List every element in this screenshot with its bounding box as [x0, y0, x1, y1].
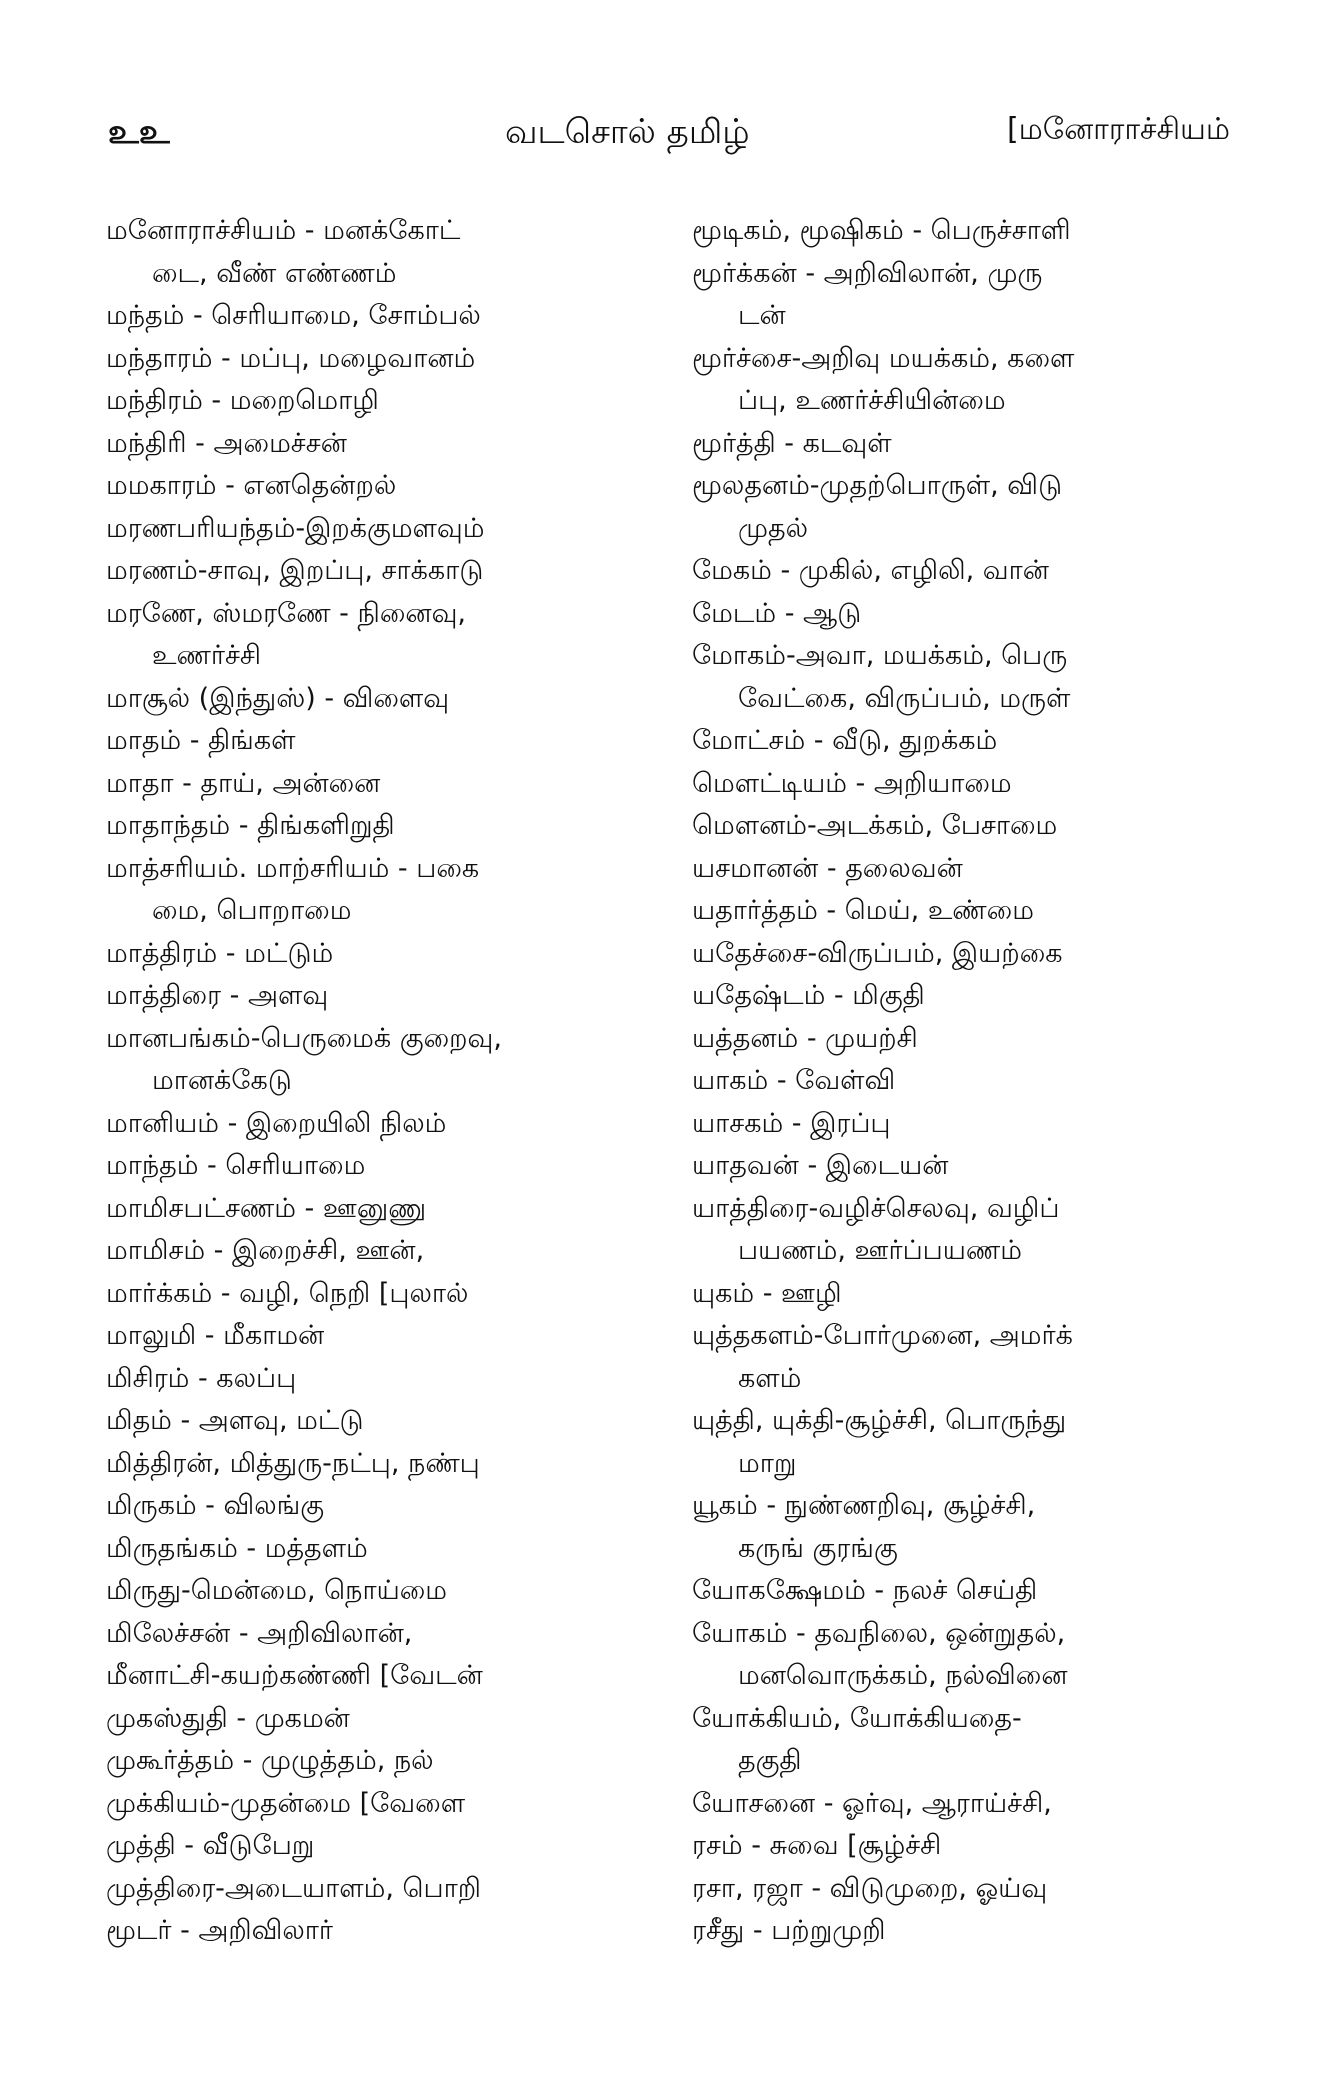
dictionary-entry-line: மாந்தம் - செரியாமை: [106, 1150, 366, 1181]
dictionary-entry-line: மரணே, ஸ்மரணே - நினைவு,: [106, 597, 466, 629]
dictionary-entry-line: ரசா, ரஜா - விடுமுறை, ஓய்வு: [692, 1872, 1048, 1904]
dictionary-entry-line: மாதம் - திங்கள்: [106, 725, 296, 756]
dictionary-entry-line: மீனாட்சி-கயற்கண்ணி [வேடன்: [106, 1660, 483, 1691]
dictionary-entry-line: மேகம் - முகில், எழிலி, வான்: [692, 555, 1049, 586]
dictionary-entry-line: மானபங்கம்-பெருமைக் குறைவு,: [106, 1022, 502, 1054]
dictionary-entry-line: மாமிசம் - இறைச்சி, ஊன்,: [106, 1235, 425, 1266]
dictionary-entry-line: யாசகம் - இரப்பு: [692, 1107, 891, 1139]
dictionary-entry-line: மார்க்கம் - வழி, நெறி [புலால்: [106, 1277, 469, 1309]
dictionary-entry-line: மோகம்-அவா, மயக்கம், பெரு: [692, 640, 1068, 671]
dictionary-entry-line: யுத்தகளம்-போர்முனை, அமர்க்: [692, 1320, 1073, 1351]
right-column: [692, 210, 1252, 1953]
dictionary-entry-line: மோட்சம் - வீடு, துறக்கம்: [692, 725, 998, 756]
dictionary-entry-line: உணர்ச்சி: [152, 640, 262, 671]
dictionary-entry-line: யுகம் - ஊழி: [692, 1277, 842, 1309]
dictionary-entry-line: மாத்திரை - அளவு: [106, 980, 329, 1011]
dictionary-entry-line: முக்கியம்-முதன்மை [வேளை: [106, 1787, 466, 1819]
dictionary-entry-line: மனோராச்சியம் - மனக்கோட்: [106, 215, 461, 246]
dictionary-entry-line: மூலதனம்-முதற்பொருள், விடு: [692, 470, 1063, 501]
dictionary-entry-line: மரணபரியந்தம்-இறக்குமளவும்: [106, 512, 485, 544]
page-header: [0, 112, 1335, 162]
dictionary-entry-line: யோகக்ஷேமம் - நலச் செய்தி: [692, 1575, 1038, 1606]
dictionary-entry-line: மிருகம் - விலங்கு: [106, 1490, 325, 1521]
dictionary-entry-line: மிதம் - அளவு, மட்டு: [106, 1405, 364, 1436]
dictionary-entry-line: ரசீது - பற்றுமுறி: [692, 1915, 886, 1946]
dictionary-entry-line: மாத்திரம் - மட்டும்: [106, 937, 334, 969]
dictionary-entry-line: யாகம் - வேள்வி: [692, 1065, 896, 1096]
dictionary-entry-line: யோகம் - தவநிலை, ஒன்றுதல்,: [692, 1617, 1066, 1649]
dictionary-entry-line: முகஸ்துதி - முகமன்: [106, 1702, 350, 1734]
dictionary-entry-line: யசமானன் - தலைவன்: [692, 852, 963, 884]
dictionary-entry-line: முத்தி - வீடுபேறு: [106, 1830, 315, 1861]
dictionary-entry-line: மிலேச்சன் - அறிவிலான்,: [106, 1617, 413, 1649]
dictionary-entry-line: மிருதங்கம் - மத்தளம்: [106, 1532, 368, 1564]
dictionary-entry-line: மரணம்-சாவு, இறப்பு, சாக்காடு: [106, 555, 484, 586]
dictionary-entry-line: மாசூல் (இந்துஸ்) - விளைவு: [106, 682, 450, 714]
dictionary-entry-line: பயணம், ஊர்ப்பயணம்: [738, 1235, 1023, 1266]
dictionary-entry-line: மனவொருக்கம், நல்வினை: [738, 1660, 1068, 1691]
dictionary-entry-line: முகூர்த்தம் - முழுத்தம், நல்: [106, 1745, 434, 1776]
dictionary-entry-line: மை, பொறாமை: [152, 895, 352, 926]
dictionary-entry-line: மாமிசபட்சணம் - ஊனுணு: [106, 1192, 427, 1224]
dictionary-entry-line: மிருது-மென்மை, நொய்மை: [106, 1575, 447, 1606]
left-column: [106, 210, 666, 1953]
dictionary-entry-line: மமகாரம் - எனதென்றல்: [106, 470, 397, 501]
dictionary-entry-line: மானக்கேடு: [152, 1065, 292, 1096]
dictionary-entry-line: மந்தம் - செரியாமை, சோம்பல்: [106, 300, 481, 331]
dictionary-entry-line: முதல்: [738, 512, 808, 544]
dictionary-entry-line: மேடம் - ஆடு: [692, 597, 862, 629]
dictionary-entry-line: மூர்க்கன் - அறிவிலான், முரு: [692, 257, 1043, 289]
dictionary-entry-line: யதார்த்தம் - மெய், உண்மை: [692, 895, 1034, 926]
dictionary-entry-line: தகுதி: [738, 1745, 802, 1776]
dictionary-entry-line: ரசம் - சுவை [சூழ்ச்சி: [692, 1830, 942, 1861]
dictionary-entry-line: ப்பு, உணர்ச்சியின்மை: [738, 385, 1006, 416]
dictionary-entry-line: மாறு: [738, 1447, 797, 1479]
dictionary-entry-line: யதேச்சை-விருப்பம், இயற்கை: [692, 937, 1063, 969]
dictionary-entry-line: யத்தனம் - முயற்சி: [692, 1022, 918, 1054]
dictionary-entry-line: வேட்கை, விருப்பம், மருள்: [738, 682, 1071, 714]
dictionary-entry-line: மிசிரம் - கலப்பு: [106, 1362, 297, 1394]
dictionary-entry-line: மந்திரம் - மறைமொழி: [106, 385, 379, 416]
dictionary-entry-line: மௌனம்-அடக்கம், பேசாமை: [692, 810, 1058, 841]
dictionary-entry-line: மாலுமி - மீகாமன்: [106, 1320, 325, 1351]
dictionary-entry-line: மாதா - தாய், அன்னை: [106, 767, 381, 799]
dictionary-entry-line: முத்திரை-அடையாளம், பொறி: [106, 1872, 481, 1904]
dictionary-entry-line: மித்திரன், மித்துரு-நட்பு, நண்பு: [106, 1447, 480, 1479]
dictionary-entry-line: கருங் குரங்கு: [738, 1532, 898, 1564]
dictionary-entry-line: யோசனை - ஓர்வு, ஆராய்ச்சி,: [692, 1787, 1052, 1819]
dictionary-entry-line: மூடிகம், மூஷிகம் - பெருச்சாளி: [692, 215, 1071, 246]
dictionary-entry-line: மானியம் - இறையிலி நிலம்: [106, 1107, 447, 1139]
dictionary-entry-line: டன்: [738, 300, 786, 331]
running-title: வடசொல் தமிழ்: [505, 112, 750, 152]
dictionary-entry-line: யாத்திரை-வழிச்செலவு, வழிப்: [692, 1192, 1060, 1224]
dictionary-entry-line: மந்திரி - அமைச்சன்: [106, 427, 347, 459]
dictionary-entry-line: யதேஷ்டம் - மிகுதி: [692, 980, 925, 1011]
dictionary-entry-line: மாத்சரியம். மாற்சரியம் - பகை: [106, 852, 480, 884]
running-head: [மனோராச்சியம்: [1006, 112, 1230, 147]
dictionary-entry-line: யுத்தி, யுக்தி-சூழ்ச்சி, பொருந்து: [692, 1405, 1067, 1436]
dictionary-entry-line: மௌட்டியம் - அறியாமை: [692, 767, 1012, 799]
dictionary-entry-line: டை, வீண் எண்ணம்: [152, 257, 397, 289]
dictionary-entry-line: மூர்ச்சை-அறிவு மயக்கம், களை: [692, 342, 1075, 374]
dictionary-entry-line: மூடர் - அறிவிலார்: [106, 1915, 333, 1946]
dictionary-entry-line: யாதவன் - இடையன்: [692, 1150, 949, 1181]
dictionary-entry-line: மூர்த்தி - கடவுள்: [692, 427, 892, 459]
page-number: உஉ: [108, 112, 170, 152]
dictionary-entry-line: மாதாந்தம் - திங்களிறுதி: [106, 810, 395, 841]
dictionary-entry-line: யோக்கியம், யோக்கியதை-: [692, 1702, 1022, 1734]
dictionary-entry-line: களம்: [738, 1362, 802, 1394]
dictionary-entry-line: மந்தாரம் - மப்பு, மழைவானம்: [106, 342, 476, 374]
dictionary-entry-line: யூகம் - நுண்ணறிவு, சூழ்ச்சி,: [692, 1490, 1036, 1521]
